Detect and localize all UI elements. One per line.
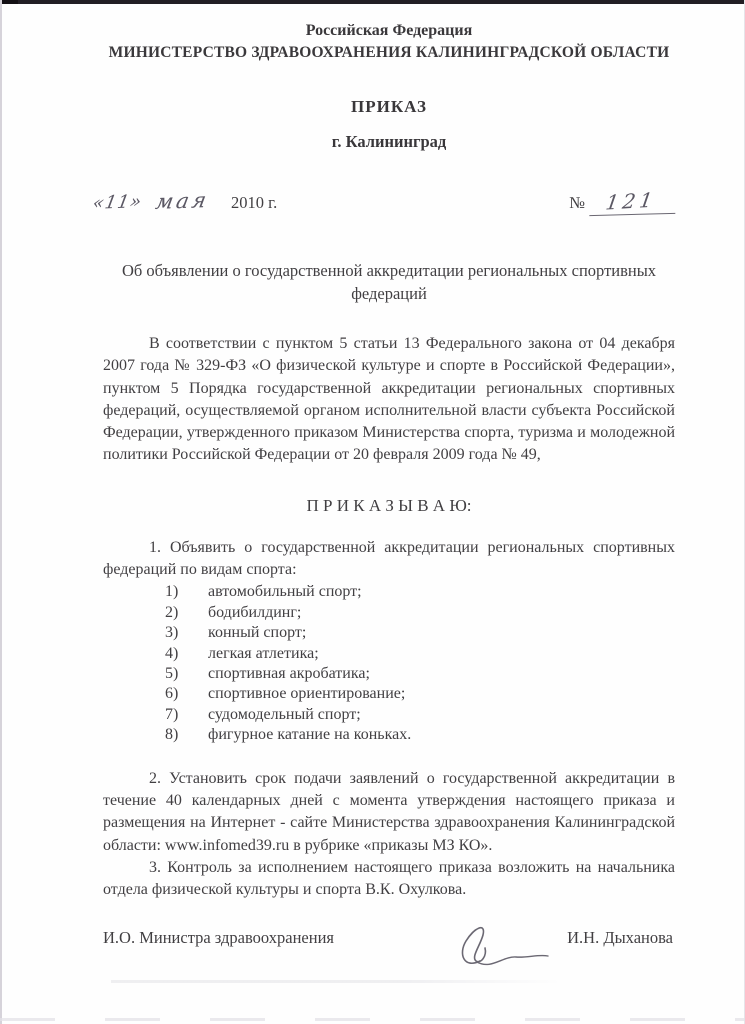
handwritten-month: мая [153, 188, 212, 214]
handwritten-order-number: 121 [604, 187, 659, 215]
list-item-text: спортивная акробатика; [208, 665, 370, 682]
sports-list [103, 582, 675, 745]
header-country: Российская Федерация [305, 22, 473, 39]
list-item [165, 644, 675, 664]
document-type-title: ПРИКАЗ [351, 97, 427, 116]
list-item-text: автомобильный спорт; [208, 583, 362, 601]
list-item-number: 8) [165, 726, 179, 744]
list-item-number: 2) [165, 603, 179, 621]
order-item-3: 3. Контроль за исполнением настоящего приказа возложить на начальника отдела физической культуры и спорта В.К. Охулкова. [103, 858, 675, 899]
header-city: г. Калининград [331, 132, 447, 151]
list-item [165, 664, 675, 684]
order-item-1: 1. Объявить о государственной аккредитации региональных спортивных федераций по видам спорта: [103, 538, 675, 579]
handwritten-day: «11» [90, 191, 144, 214]
signature-row [103, 928, 675, 974]
list-item-text: спортивное ориентирование; [208, 685, 406, 703]
list-item [165, 684, 675, 704]
scan-smudge-line [111, 980, 563, 983]
list-item [165, 603, 675, 623]
preamble-paragraph: В соответствии с пунктом 5 статьи 13 Федерального закона от 04 декабря 2007 года № 329-ФЗ «О физической культуре и спорте в Российской Федерации», пунктом 5 Порядка государственной аккредитации региональных спортивных федераций, осуществляемой органом исполнительной власти субъекта Российской Федерации, утвержденного приказом Министерства спорта, туризма и молодежной политики Российской Федерации от 20 февраля 2009 года № 49, [103, 335, 675, 464]
list-item-text: фигурное катание на коньках. [208, 726, 412, 744]
number-sign-label: № [569, 193, 585, 212]
signer-name: И.Н. Дыханова [567, 928, 673, 948]
list-item [165, 582, 675, 602]
date-and-number-row [90, 187, 675, 215]
handwritten-signature-icon [449, 916, 553, 974]
list-item-text: бодибилдинг; [208, 603, 302, 621]
list-item-text: легкая атлетика; [208, 644, 319, 662]
order-subject-title: Об объявлении о государственной аккредитации региональных спортивных федераций [121, 261, 657, 303]
order-verb-heading: П Р И К А З Ы В А Ю: [306, 495, 472, 515]
list-item-number: 7) [165, 705, 179, 723]
header-ministry: МИНИСТЕРСТВО ЗДРАВООХРАНЕНИЯ КАЛИНИНГРАДСКОЙ ОБЛАСТИ [108, 44, 670, 61]
list-item [165, 623, 675, 643]
year-label: 2010 г. [231, 193, 278, 212]
signer-position-title: И.О. Министра здравоохранения [103, 928, 334, 948]
date-field [90, 188, 278, 214]
list-item-number: 1) [165, 583, 179, 601]
order-number-field [569, 189, 675, 215]
list-item-text: судомодельный спорт; [208, 705, 361, 723]
order-item-2: 2. Установить срок подачи заявлений о государственной аккредитации в течение 40 календарных дней с момента утверждения настоящего приказа и размещения на Интернет - сайте Министерства здравоохранения Калининградской области: www.infomed39.ru в рубрике «приказы МЗ КО». [103, 769, 675, 854]
list-item-number: 4) [165, 644, 179, 662]
list-item [165, 725, 675, 745]
list-item-number: 5) [165, 665, 179, 682]
list-item [165, 705, 675, 725]
list-item-number: 6) [165, 685, 179, 703]
list-item-text: конный спорт; [208, 624, 307, 642]
list-item-number: 3) [165, 624, 179, 642]
number-underline [589, 188, 676, 216]
